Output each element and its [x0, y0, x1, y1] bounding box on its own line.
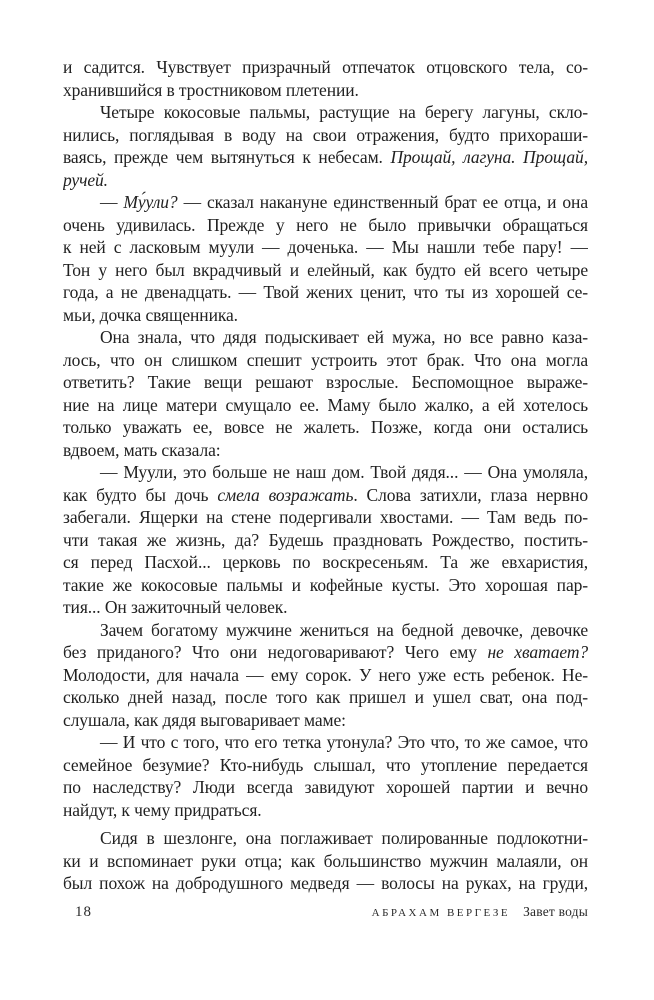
body-text: Четыре кокосовые пальмы, растущие на берегу лагуны, скло- [100, 102, 588, 122]
body-text: Сидя в шезлонге, она поглаживает полированные подлокотни- [100, 828, 588, 848]
body-text: такие же кокосовые пальмы и кофейные кусты. Это хорошая пар- [63, 574, 588, 595]
paragraph [63, 619, 588, 732]
text-line [63, 551, 588, 574]
text-line [63, 259, 588, 282]
text-line [63, 281, 588, 304]
running-title: Завет воды [523, 904, 588, 919]
body-text: хранившийся в тростниковом плетении. [63, 79, 359, 100]
page-footer [63, 903, 588, 921]
text-line [63, 101, 588, 124]
running-head [372, 903, 588, 921]
body-text: вдвоем, мать сказала: [63, 439, 221, 460]
italic-text: ручей. [63, 169, 108, 190]
body-text: и садится. Чувствует призрачный отпечаток отцовского тела, со- [63, 57, 588, 77]
body-text: ки и вспоминает руки отца; как большинство мужчин малаяли, он [63, 850, 588, 871]
text-line [63, 304, 588, 327]
italic-text: Му́ули? [123, 192, 178, 212]
body-text: найдут, к чему придраться. [63, 799, 262, 820]
text-line [63, 664, 588, 687]
text-line [63, 169, 588, 192]
body-text: Молодости, для начала — ему сорок. У него уже есть ребенок. Не- [63, 664, 588, 685]
text-line [63, 191, 588, 214]
italic-text: смела возражать [217, 484, 354, 505]
body-text: только уважать ее, вовсе не жалеть. Позже, когда они остались [63, 417, 588, 437]
text-line [63, 349, 588, 372]
paragraph [63, 827, 588, 895]
text-line [63, 214, 588, 237]
text-line [63, 850, 588, 873]
body-text: ние на лице матери смущало ее. Маму было жалко, а ей хотелось [63, 394, 588, 415]
body-text: — И что с того, что его тетка утонула? Это что, то же самое, что [100, 732, 588, 752]
paragraph [63, 101, 588, 191]
paragraph [63, 461, 588, 619]
body-text: к ней с ласковым муули — доченька. — Мы нашли тебе пару! — [63, 237, 588, 257]
text-line [63, 236, 588, 259]
body-text: чти такая же жизнь, да? Будешь праздновать Рождество, постить- [63, 529, 588, 550]
text-line [63, 326, 588, 349]
text-line [63, 416, 588, 439]
body-text: был похож на добродушного медведя — волосы на руках, на груди, [63, 873, 588, 893]
text-line [63, 686, 588, 709]
italic-text: не хватает? [487, 642, 588, 662]
body-text: слушала, как дядя выговаривает маме: [63, 709, 346, 730]
text-line [63, 461, 588, 484]
body-text: лось, что он слишком спешит устроить этот брак. Что она могла [63, 349, 588, 370]
body-text: — [100, 192, 124, 212]
paragraph [63, 191, 588, 326]
body-text: года, а не двенадцать. — Твой жених ценит, что ты из хорошей се- [63, 282, 588, 302]
text-line [63, 799, 588, 822]
text-line [63, 709, 588, 732]
page-text [63, 56, 588, 895]
text-line [63, 619, 588, 642]
text-line [63, 56, 588, 79]
body-text: ся перед Пасхой... церковь по воскресеньям. Та же евхаристия, [63, 552, 588, 572]
text-line [63, 124, 588, 147]
text-line [63, 731, 588, 754]
text-line [63, 827, 588, 850]
body-text: — Муули, это больше не наш дом. Твой дядя... — Она умоляла, [100, 462, 588, 482]
text-line [63, 776, 588, 799]
body-text: как будто бы дочь [63, 484, 218, 505]
body-text: — сказал накануне единственный брат ее отца, и она [177, 192, 588, 212]
body-text: очень удивилась. Прежде у него не было привычки обращаться [63, 214, 588, 235]
text-line [63, 146, 588, 169]
body-text: мьи, дочка священника. [63, 304, 238, 325]
text-line [63, 439, 588, 462]
body-text: тия... Он зажиточный человек. [63, 597, 288, 617]
body-text: ваясь, прежде чем вытянуться к небесам. [63, 147, 391, 167]
text-line [63, 484, 588, 507]
body-text: Зачем богатому мужчине жениться на бедной девочке, девочке [100, 619, 588, 640]
italic-text: Прощай, лагуна. Прощай, [390, 147, 588, 167]
text-line [63, 574, 588, 597]
body-text: по наследству? Люди всегда завидуют хорошей партии и вечно [63, 777, 588, 797]
page-number: 18 [75, 904, 92, 920]
text-line [63, 506, 588, 529]
paragraph [63, 326, 588, 461]
text-line [63, 872, 588, 895]
text-line [63, 371, 588, 394]
body-text: сколько дней назад, после того как пришел и ушел сват, она под- [63, 687, 588, 707]
body-text: забегали. Ящерки на стене подергивали хвостами. — Там ведь по- [63, 507, 588, 527]
text-line [63, 79, 588, 102]
body-text: семейное безумие? Кто-нибудь слышал, что утопление передается [63, 754, 588, 775]
running-author: АБРАХАМ ВЕРГЕЗЕ [371, 907, 511, 919]
text-line [63, 596, 588, 619]
text-line [63, 641, 588, 664]
body-text: Она знала, что дядя подыскивает ей мужа, но все равно каза- [100, 327, 588, 347]
paragraph [63, 56, 588, 101]
body-text: нились, поглядывая в воду на свои отражения, будто прихораши- [63, 124, 588, 145]
text-line [63, 754, 588, 777]
body-text: . Слова затихли, глаза нервно [353, 484, 588, 505]
body-text: Тон у него был вкрадчивый и елейный, как будто ей всего четыре [63, 259, 588, 280]
body-text: без приданого? Что они недоговаривают? Чего ему [63, 642, 488, 662]
text-line [63, 394, 588, 417]
paragraph [63, 731, 588, 821]
body-text: ответить? Такие вещи решают взрослые. Беспомощное выраже- [63, 372, 588, 392]
text-line [63, 529, 588, 552]
